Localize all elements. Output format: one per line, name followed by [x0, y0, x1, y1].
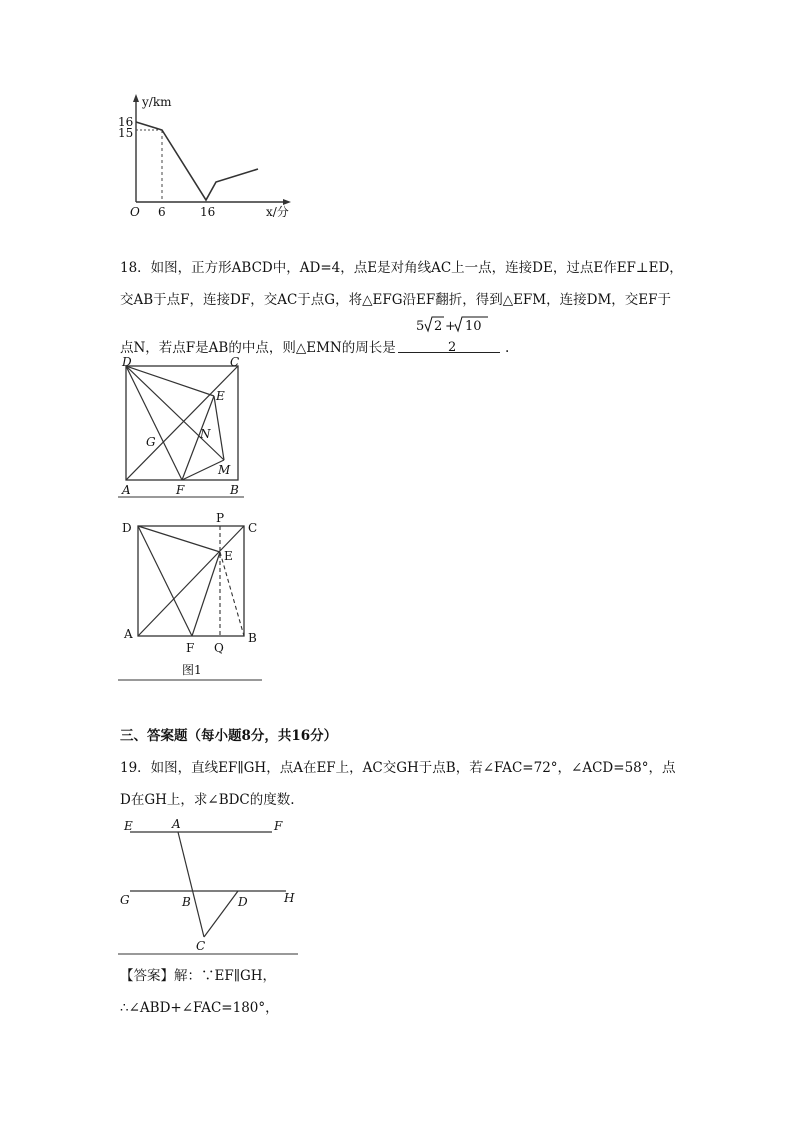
label-b: B — [230, 483, 239, 497]
label-e: E — [216, 389, 225, 403]
fig1-label-b: B — [248, 631, 257, 645]
y-axis-arrow — [133, 94, 139, 102]
graph-line — [136, 122, 258, 200]
fig1-label-q: Q — [214, 641, 224, 655]
q18-answer-blank — [398, 352, 500, 353]
q19-label-a: A — [172, 817, 181, 831]
fig1-label-d: D — [122, 521, 132, 535]
segment-de — [126, 366, 214, 396]
q18-line1: 18．如图，正方形ABCD中，AD=4，点E是对角线AC上一点，连接DE，过点E作EF⊥ED， — [120, 260, 683, 276]
label-g: G — [146, 435, 156, 449]
answer-rad1: 2 — [434, 319, 443, 334]
segment-df — [126, 366, 182, 480]
fig1-label-e: E — [224, 549, 233, 563]
q17-graph — [110, 92, 300, 222]
q19-figure — [116, 814, 302, 958]
answer-coef: 5 — [416, 319, 425, 334]
y-tick-15: 15 — [118, 126, 134, 140]
answer-rad2: 10 — [465, 319, 482, 334]
q18-figure1 — [116, 512, 266, 684]
q19-label-e: E — [124, 819, 133, 833]
x-axis-label: x/分 — [266, 205, 289, 219]
label-f: F — [176, 483, 185, 497]
label-c: C — [230, 356, 240, 369]
q19-label-b: B — [182, 895, 191, 909]
segment-df-fig1 — [138, 526, 192, 636]
segment-em — [214, 396, 224, 460]
x-tick-16: 16 — [200, 205, 216, 219]
q19-label-g: G — [120, 893, 130, 907]
x-tick-6: 6 — [158, 205, 166, 219]
segment-cd — [204, 891, 238, 937]
q19-label-f: F — [274, 819, 283, 833]
fig1-label-p: P — [216, 512, 225, 525]
q18-line3-pre: 点N，若点F是AB的中点，则△EMN的周长是 — [120, 340, 396, 356]
q19-line1: 19．如图，直线EF∥GH，点A在EF上，AC交GH于点B，若∠FAC=72°，∠ACD=58°，点 — [120, 760, 676, 776]
fig1-label-a: A — [124, 627, 133, 641]
q19-label-h: H — [284, 891, 295, 905]
y-tick-16: 16 — [118, 115, 134, 129]
section3-heading: 三、答案题（每小题8分，共16分） — [120, 728, 338, 744]
q19-label-d: D — [238, 895, 248, 909]
fig1-caption: 图1 — [182, 663, 202, 677]
origin-label: O — [130, 205, 140, 219]
label-n: N — [200, 427, 211, 441]
segment-dm — [126, 366, 224, 460]
q18-figure — [116, 356, 246, 502]
label-a: A — [122, 483, 131, 497]
answer-denominator: 2 — [448, 340, 457, 354]
segment-de-fig1 — [138, 526, 220, 552]
q19-line2: D在GH上，求∠BDC的度数. — [120, 792, 295, 808]
answer-plus: + — [445, 319, 456, 334]
label-m: M — [218, 463, 231, 477]
q19-label-c: C — [196, 939, 206, 953]
label-d: D — [122, 356, 132, 369]
fig1-label-f: F — [186, 641, 195, 655]
y-axis-label: y/km — [142, 95, 172, 109]
segment-ac — [178, 832, 204, 937]
q18-answer-fraction — [410, 314, 502, 354]
q19-answer-line2: ∴∠ABD+∠FAC=180°， — [120, 1000, 279, 1016]
q18-line3-post: . — [505, 340, 510, 356]
fig1-label-c: C — [248, 521, 258, 535]
q19-answer-line1: 【答案】解：∵EF∥GH， — [120, 968, 277, 984]
q18-line2: 交AB于点F，连接DF，交AC于点G，将△EFG沿EF翻折，得到△EFM，连接DM，交EF于 — [120, 292, 671, 308]
segment-eb-fig1 — [220, 552, 244, 636]
